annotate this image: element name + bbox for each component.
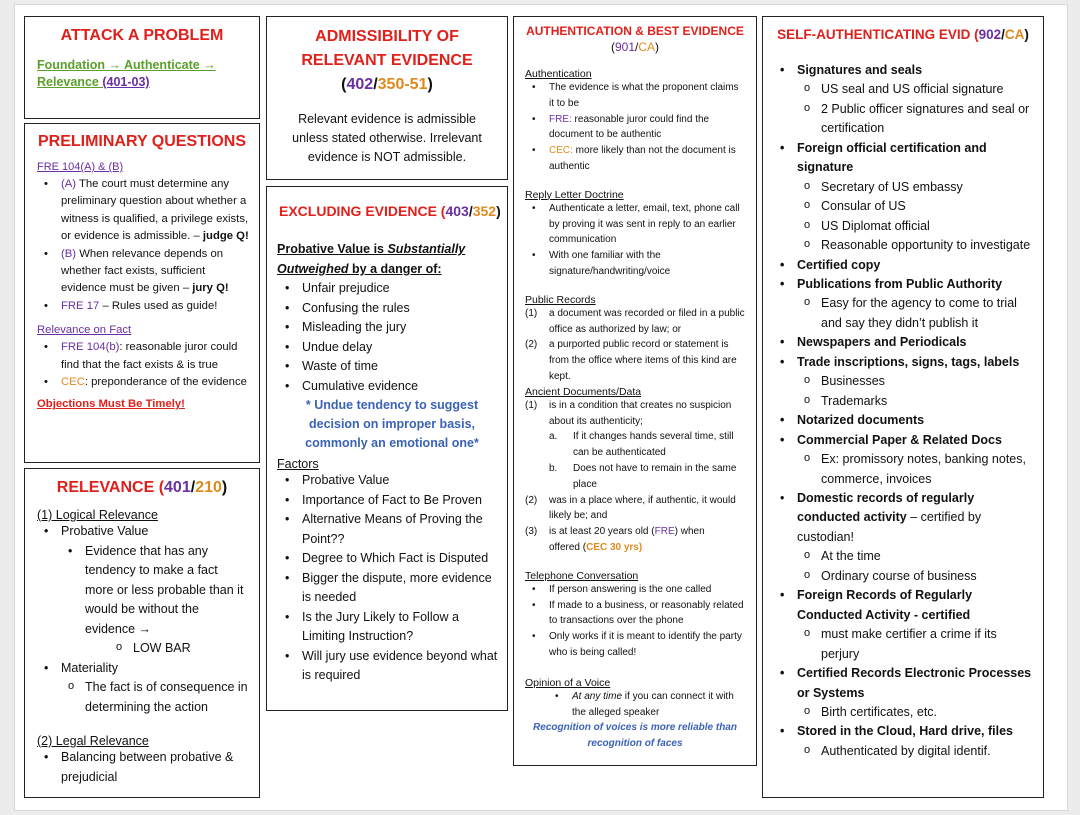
danger-item: • Misleading the jury [302, 318, 507, 338]
dangers-list [302, 279, 507, 396]
factor-item: • Is the Jury Likely to Follow a Limiting Instruction? [302, 608, 501, 647]
admissibility-box [266, 16, 508, 180]
reply-item: • With one familiar with the signature/handwriting/voice [549, 248, 746, 280]
auth-item: • The evidence is what the proponent claims it to be [549, 80, 746, 112]
factor-item: • Will jury use evidence beyond what is required [302, 647, 501, 686]
admissibility-title-2: RELEVANT EVIDENCE [301, 52, 473, 69]
probative-heading: Probative Value is Substantially Outweighed by a danger of: [277, 242, 466, 276]
self-auth-list [797, 61, 1035, 761]
self-subitem: o At the time [821, 547, 1035, 566]
danger-item: • Waste of time [302, 357, 507, 377]
fact-item-104b: • FRE 104(b): reasonable juror could find that the fact exists & is true [61, 339, 253, 374]
self-subitem: o Ordinary course of business [821, 567, 1035, 586]
self-item: • Foreign official certification and signature [797, 139, 1035, 178]
self-subitem: o Businesses [821, 372, 1035, 391]
admissibility-title: ADMISSIBILITY OF [315, 28, 459, 45]
self-item: • Signatures and seals [797, 61, 1035, 80]
ancient-item: (3) is at least 20 years old (FRE) when offered (CEC 30 yrs) [525, 526, 705, 553]
self-item: • Newspapers and Periodicals [797, 333, 1035, 352]
fact-list [61, 339, 253, 391]
self-subitem: o Consular of US [821, 197, 1035, 216]
relevance-title: RELEVANCE (401/210) [56, 479, 228, 496]
attack-steps: Foundation → Authenticate → Relevance (401-03) [37, 58, 216, 89]
public-records-heading: Public Records [525, 293, 596, 306]
telephone-heading: Telephone Conversation [525, 569, 639, 582]
legal-relevance: (2) Legal Relevance [37, 734, 149, 748]
telephone-item: • Only works if it is meant to identify the party who is being called! [549, 629, 746, 661]
prelim-item-a: • (A) The court must determine any preliminary question about whether a witness is qualified, a privilege exists, or evidence is admissible. – judge Q! [61, 176, 251, 246]
relevance-on-fact: Relevance on Fact [37, 324, 132, 337]
admissibility-rules: (402/350-51) [341, 76, 433, 93]
self-item: • Trade inscriptions, signs, tags, labels [797, 353, 1035, 372]
factors-heading: Factors [277, 457, 319, 471]
self-subitem: o 2 Public officer signatures and seal or certification [821, 100, 1035, 139]
prelim-item-b: • (B) When relevance depends on whether fact exists, sufficient evidence must be given – jury Q! [61, 246, 251, 298]
self-item: • Commercial Paper & Related Docs [797, 431, 1035, 450]
telephone-item: • If made to a business, or reasonably related to transactions over the phone [549, 598, 746, 630]
factor-item: • Bigger the dispute, more evidence is needed [302, 569, 501, 608]
self-subitem: o Birth certificates, etc. [821, 703, 1035, 722]
consequence-item: o The fact is of consequence in determining the action [85, 678, 249, 717]
reply-item: • Authenticate a letter, email, text, phone call by proving it was sent in reply to an earlier communication [549, 201, 746, 248]
prelim-rule: FRE 104(A) & (B) [37, 161, 124, 173]
self-auth-box [762, 16, 1044, 798]
self-subitem: o Ex: promissory notes, banking notes, commerce, invoices [821, 450, 1035, 489]
objections-note: Objections Must Be Timely! [37, 398, 185, 411]
evidence-tendency-item: • Evidence that has any tendency to make a fact more or less probable than it would be without the evidence → [85, 542, 249, 640]
logical-relevance: (1) Logical Relevance [37, 508, 158, 522]
probative-value-item: • Probative Value [61, 522, 259, 542]
reply-letter-heading: Reply Letter Doctrine [525, 188, 624, 201]
auth-item: • CEC: more likely than not the document is authentic [549, 143, 746, 175]
attack-title: ATTACK A PROBLEM [60, 27, 224, 44]
self-subitem: o Easy for the agency to come to trial and say they didn’t publish it [821, 294, 1035, 333]
relevance-box [24, 468, 260, 798]
authentication-heading: Authentication [525, 68, 592, 80]
preliminary-title: PRELIMINARY QUESTIONS [37, 133, 247, 150]
self-item: • Publications from Public Authority [797, 275, 1035, 294]
factor-item: • Degree to Which Fact is Disputed [302, 549, 501, 569]
voice-note: Recognition of voices is more reliable than recognition of faces [533, 722, 737, 750]
self-item: • Certified copy [797, 256, 1035, 275]
self-auth-title: SELF-AUTHENTICATING EVID (902/CA) [777, 27, 1029, 42]
factor-item: • Alternative Means of Proving the Point?? [302, 510, 501, 549]
self-item: • Notarized documents [797, 411, 1035, 430]
excluding-title: EXCLUDING EVIDENCE (403/352) [279, 203, 501, 219]
admissibility-text: Relevant evidence is admissible unless stated otherwise. Irrelevant evidence is NOT admissible. [292, 112, 482, 164]
voice-item: • At any time if you can connect it with the alleged speaker [572, 689, 746, 721]
preliminary-box [24, 123, 260, 463]
factor-item: • Importance of Fact to Be Proven [302, 491, 501, 511]
attack-problem-box [24, 16, 260, 119]
ancient-docs-heading: Ancient Documents/Data [525, 385, 642, 398]
self-subitem: o must make certifier a crime if its perjury [821, 625, 1035, 664]
public-item: (1) a document was recorded or filed in a public office as authorized by law; or [525, 307, 745, 335]
self-item: • Foreign Records of Regularly Conducted Activity - certified [797, 586, 1035, 625]
ancient-subitem: b. Does not have to remain in the same place [549, 462, 737, 490]
materiality-item: • Materiality [61, 659, 259, 679]
danger-item: • Undue delay [302, 338, 507, 358]
factor-item: • Probative Value [302, 471, 501, 491]
self-subitem: o Secretary of US embassy [821, 178, 1035, 197]
balancing-item: • Balancing between probative & prejudicial [61, 748, 251, 787]
self-subitem: o Authenticated by digital identif. [821, 742, 1035, 761]
ancient-item: (2) was in a place where, if authentic, it would likely be; and [525, 494, 736, 522]
self-subitem: o Reasonable opportunity to investigate [821, 236, 1035, 255]
undue-tendency-note: * Undue tendency to suggest decision on improper basis, commonly an emotional one* [305, 398, 479, 450]
ancient-item: (1) is in a condition that creates no suspicion about its authenticity; [525, 399, 732, 427]
self-item: • Certified Records Electronic Processes or Systems [797, 664, 1035, 703]
self-subitem: o US Diplomat official [821, 217, 1035, 236]
telephone-item: • If person answering is the one called [549, 582, 746, 598]
danger-item: • Confusing the rules [302, 299, 507, 319]
fact-item-cec: • CEC: preponderance of the evidence [61, 374, 253, 391]
self-item: • Stored in the Cloud, Hard drive, files [797, 722, 1035, 741]
self-subitem: o Trademarks [821, 392, 1035, 411]
excluding-box [266, 186, 508, 711]
authentication-box [513, 16, 757, 766]
prelim-item-17: • FRE 17 – Rules used as guide! [61, 298, 251, 315]
self-item: • Domestic records of regularly conducted activity – certified by custodian! [797, 489, 1035, 547]
factors-list [302, 471, 501, 686]
self-subitem: o US seal and US official signature [821, 80, 1035, 99]
danger-item: • Cumulative evidence [302, 377, 507, 397]
low-bar-item: o LOW BAR [133, 639, 259, 659]
voice-heading: Opinion of a Voice [525, 676, 611, 689]
authentication-rules: (901/CA) [610, 40, 660, 54]
auth-item: • FRE: reasonable juror could find the document to be authentic [549, 112, 746, 144]
authentication-title: AUTHENTICATION & BEST EVIDENCE [526, 24, 744, 38]
public-item: (2) a purported public record or statement is from the office where items of this kind are kept. [525, 339, 737, 382]
prelim-list [61, 176, 251, 315]
ancient-subitem: a. If it changes hands several time, still can be authenticated [549, 431, 734, 459]
danger-item: • Unfair prejudice [302, 279, 507, 299]
